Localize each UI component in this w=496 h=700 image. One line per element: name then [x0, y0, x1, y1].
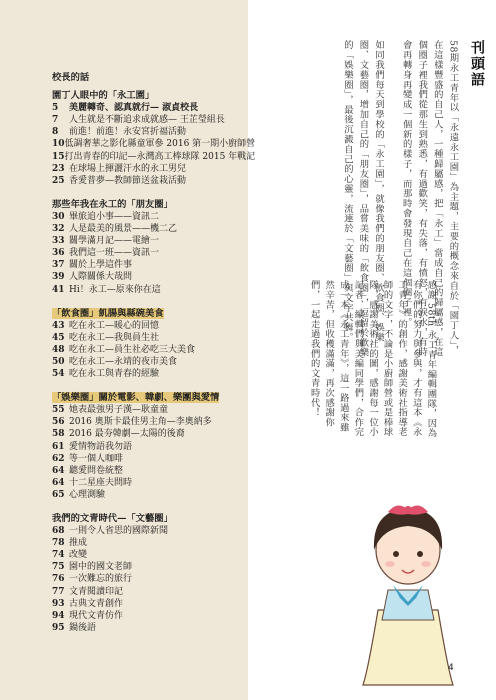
- toc-item[interactable]: [52, 175, 248, 187]
- toc-item[interactable]: [52, 259, 248, 271]
- toc-page-number: 7: [52, 115, 59, 126]
- toc-page-number: 15: [52, 151, 65, 162]
- toc-item[interactable]: [52, 610, 248, 622]
- toc-page-number: 5: [52, 103, 59, 114]
- toc-page-number: 23: [52, 163, 65, 174]
- toc-page-number: 56: [52, 417, 65, 428]
- toc-page-number: 95: [52, 622, 65, 633]
- toc-item[interactable]: [52, 537, 248, 549]
- toc-page-number: 61: [52, 441, 65, 452]
- toc-item-title: 2016 奧斯卡最佳男主角—李奧納多: [69, 417, 212, 428]
- toc-item[interactable]: [52, 114, 248, 126]
- toc-item[interactable]: [52, 211, 248, 223]
- toc-section-title: [52, 392, 248, 404]
- toc-page-number: 37: [52, 260, 65, 271]
- toc-item[interactable]: [52, 126, 248, 138]
- toc-item[interactable]: [52, 561, 248, 573]
- toc-section-title: 那些年我在永工的「朋友圈」: [52, 198, 173, 210]
- toc-item-title: 關於上學這件事: [69, 260, 133, 271]
- toc-page-number: 32: [52, 224, 65, 235]
- toc-item-title: 一則令人省思的國際新聞: [69, 526, 169, 537]
- toc-page-number: 75: [52, 562, 65, 573]
- toc-item-title: 低調奢華之影化縣童軍參 2016 第一期小廚師營: [64, 139, 256, 150]
- toc-item-title: 美麗轉奇、認真就行— 淑貞校長: [69, 103, 199, 114]
- toc-page-number: 54: [52, 369, 65, 380]
- page-number: 4: [448, 663, 454, 673]
- toc-item-title: 前進！前進！永安宮折福活動: [69, 127, 187, 138]
- toc-item[interactable]: [52, 622, 248, 634]
- toc-item-title: 吃在永工—我與員生社: [69, 332, 160, 343]
- acknowledgement-text: [306, 280, 437, 440]
- toc-item[interactable]: [52, 247, 248, 259]
- preface-heading: 刊頭語: [469, 40, 485, 88]
- toc-page-number: 10: [52, 139, 65, 150]
- toc-page-number: 78: [52, 538, 65, 549]
- toc-page-number: 43: [52, 320, 65, 331]
- toc-item[interactable]: [52, 525, 248, 537]
- toc-item-title: 畢旅追小事——資訊二: [69, 211, 160, 222]
- toc-item-title: 她表最強男子漢—耿童童: [69, 405, 169, 416]
- toc-item-title: 古典文青創作: [69, 598, 124, 609]
- toc-page-number: 64: [52, 477, 65, 488]
- toc-item-title: 鍋後語: [69, 622, 97, 633]
- toc-main-heading: 校長的話: [52, 72, 90, 83]
- toc-section-title-text: 「飲食圈」飢腸與縣碗美食: [52, 307, 164, 319]
- toc-page-number: 45: [52, 332, 65, 343]
- toc-page-number: 58: [52, 429, 65, 440]
- toc-page-number: 25: [52, 175, 65, 186]
- toc-item-title: 打出青春的印記—永灣高工棒球隊 2015 年戰記: [64, 151, 256, 162]
- toc-page-number: 36: [52, 248, 65, 259]
- toc-item[interactable]: [52, 416, 248, 428]
- toc-item-title: 我們這一班——資訊一: [69, 248, 160, 259]
- toc-item-title: Hi！永工—原來你在這: [69, 284, 161, 295]
- table-of-contents: [52, 72, 256, 634]
- toc-item[interactable]: [52, 332, 248, 344]
- toc-item-title: 在球場上揮灑汗水的永工男兒: [69, 163, 187, 174]
- toc-page-number: 62: [52, 453, 65, 464]
- toc-item-title: 關學滿月記——電繪一: [69, 236, 160, 247]
- toc-page-number: 39: [52, 272, 65, 283]
- toc-item-title: 吃在永工與青春的經驗: [69, 369, 160, 380]
- toc-item-title: 文青閱讀印記: [69, 586, 124, 597]
- toc-page-number: 48: [52, 344, 65, 355]
- toc-item-title: 2016 最夯韓劇—太陽的後裔: [69, 429, 185, 440]
- toc-section-title: 園丁人眼中的「永工園」: [52, 90, 155, 102]
- toc-page-number: 55: [52, 405, 65, 416]
- toc-item[interactable]: [52, 573, 248, 585]
- toc-page-number: 74: [52, 550, 65, 561]
- toc-item[interactable]: [52, 320, 248, 332]
- toc-item[interactable]: [52, 598, 248, 610]
- toc-page-number: 68: [52, 526, 65, 537]
- toc-item[interactable]: [52, 356, 248, 368]
- toc-item-title: 人生就是不斷追求成就感— 王芷瑩組長: [69, 115, 225, 126]
- mascot-girl-illustration: [348, 470, 468, 690]
- toc-item[interactable]: [52, 102, 248, 114]
- toc-section-title: 我們的文青時代—「文藝圈」: [52, 513, 173, 524]
- toc-item-title: 心理測驗: [69, 489, 106, 500]
- toc-section-title: [52, 308, 248, 320]
- toc-page-number: 33: [52, 236, 65, 247]
- toc-item-title: 吃在永工—永靖的夜市美食: [69, 356, 178, 367]
- toc-item[interactable]: [52, 223, 248, 235]
- preface-paragraph: 58期永工青年以「永遠永工園」為主題，主要的概念來自於「園丁人」，在這樣豐盛的自己人，一種歸屬感，把「永工」當成自己的歸屬感，在這個圈子裡我們從那生到熟悉，有過歡笑，有失落，有憤怒，有淚水，有時會再轉身再變成一個新的樣子，而那時會發現自己在這個圈子裡。: [400, 40, 459, 357]
- toc-item[interactable]: [52, 368, 248, 380]
- toc-page-number: 41: [52, 284, 65, 295]
- toc-item[interactable]: [52, 344, 248, 356]
- toc-item[interactable]: [52, 404, 248, 416]
- toc-page-number: 50: [52, 356, 65, 367]
- preface-paragraph: 如同我們每天到學校的「永工園」，就像我們的朋友圈、飲食圈、娛樂圈、文藝圈，增加自己的「朋友圈」，品嘗美味的「飲食圈」，逗留於歡樂的「娛樂圈」，最後沉澱自己的心靈，流連於「文藝圈」與文字共舞。: [341, 40, 385, 358]
- toc-page-number: 30: [52, 211, 65, 222]
- toc-item[interactable]: [52, 477, 248, 489]
- toc-section-title-text: 「娛樂圈」關於電影、韓劇、樂團與愛情: [52, 392, 220, 404]
- toc-item-title: 改變: [69, 550, 88, 561]
- toc-page-number: 64: [52, 465, 65, 476]
- toc-item[interactable]: [52, 138, 256, 150]
- toc-item[interactable]: [52, 235, 248, 247]
- acknowledgement-paragraph: 感謝 58th 永工青年編輯團隊，因為有你們的努力與參與，才有這本《永工青年》的創作，感謝美術社指導老師的文字，不論是小廚師營或是棒球隊，感謝美術社的圖，感謝每一位小記者、編輯們與美編同學們，合作完成一本《永工青年》，這一路過來雖然辛苦，但收穫滿滿，再次感謝你們，一起走過我們的文青時代！: [308, 280, 437, 438]
- toc-item-title: 人是最美的風景——機二乙: [69, 224, 178, 235]
- toc-page-number: 93: [52, 598, 65, 609]
- toc-item[interactable]: [52, 586, 248, 598]
- toc-page-number: 77: [52, 586, 65, 597]
- toc-item[interactable]: [52, 284, 248, 296]
- toc-item-title: 一次難忘的旅行: [69, 574, 133, 585]
- toc-item-title: 聽愛問卷統整: [69, 465, 124, 476]
- toc-item-title: 園中的國文老師: [69, 562, 133, 573]
- toc-item-title: 吃在永工—暖心的回憶: [69, 320, 160, 331]
- toc-item-title: 等一個人咖啡: [69, 453, 124, 464]
- toc-item-title: 人際關係大哉問: [69, 272, 133, 283]
- toc-item[interactable]: [52, 163, 248, 175]
- toc-page-number: 94: [52, 610, 65, 621]
- toc-item-title: 現代文青仿作: [69, 610, 124, 621]
- toc-item[interactable]: [52, 465, 248, 477]
- toc-item-title: 推成: [69, 538, 88, 549]
- toc-page-number: 76: [52, 574, 65, 585]
- toc-item-title: 吃在永工—員生社必吃三大美食: [69, 344, 196, 355]
- toc-item[interactable]: [52, 428, 248, 440]
- toc-item[interactable]: [52, 453, 248, 465]
- toc-page-number: 65: [52, 489, 65, 500]
- toc-item[interactable]: [52, 549, 248, 561]
- toc-item-title: 香愛普夢—教師節送盆栽活動: [69, 175, 187, 186]
- toc-item[interactable]: [52, 489, 248, 501]
- toc-item-title: 十二星座夫問時: [69, 477, 133, 488]
- toc-item[interactable]: [52, 151, 256, 163]
- toc-item[interactable]: [52, 271, 248, 283]
- toc-item-title: 愛情物語我勿語: [69, 441, 133, 452]
- toc-item[interactable]: [52, 441, 248, 453]
- toc-page-number: 8: [52, 127, 59, 138]
